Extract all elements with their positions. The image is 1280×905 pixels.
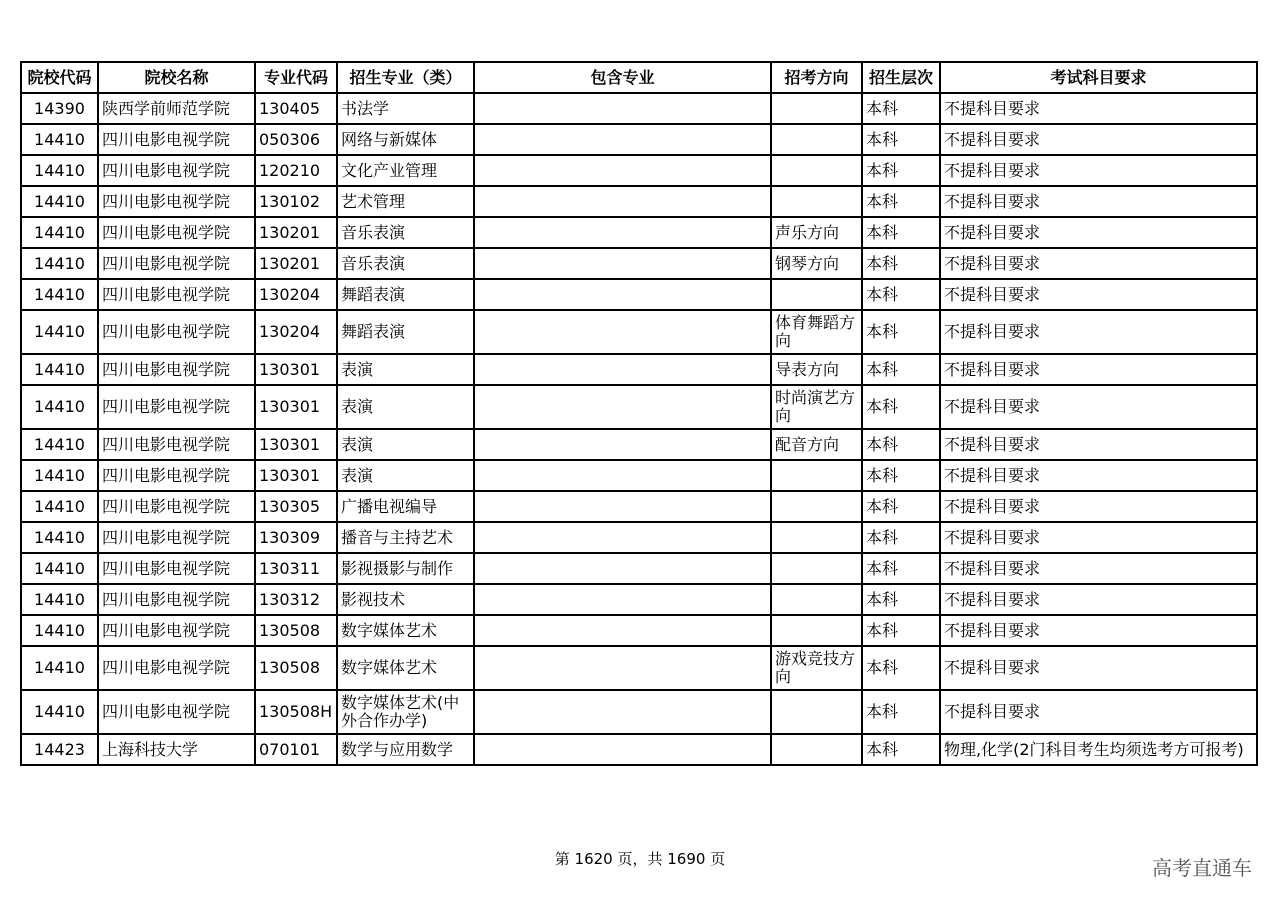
- table-row: [21, 734, 1257, 765]
- major-code-cell: 130311: [255, 553, 337, 584]
- header-included-majors: 包含专业: [474, 62, 771, 93]
- major-cell: 表演: [337, 385, 474, 429]
- subject-requirement-cell: 不提科目要求: [940, 460, 1257, 491]
- level-cell: 本科: [862, 217, 940, 248]
- major-cell: 表演: [337, 429, 474, 460]
- table-row: [21, 155, 1257, 186]
- included-majors-cell: [474, 460, 771, 491]
- school-code-cell: 14410: [21, 460, 98, 491]
- included-majors-cell: [474, 279, 771, 310]
- school-code-cell: 14410: [21, 248, 98, 279]
- page-footer: 第 1620 页，共 1690 页: [554, 850, 726, 868]
- school-code-cell: 14410: [21, 310, 98, 354]
- subject-requirement-cell: 不提科目要求: [940, 646, 1257, 690]
- included-majors-cell: [474, 522, 771, 553]
- direction-cell: [771, 522, 862, 553]
- header-school-name: 院校名称: [98, 62, 255, 93]
- header-major: 招生专业（类）: [337, 62, 474, 93]
- header-school-code: 院校代码: [21, 62, 98, 93]
- subject-requirement-cell: 不提科目要求: [940, 310, 1257, 354]
- level-cell: 本科: [862, 248, 940, 279]
- header-subject-requirement: 考试科目要求: [940, 62, 1257, 93]
- subject-requirement-cell: 不提科目要求: [940, 615, 1257, 646]
- major-cell: 表演: [337, 460, 474, 491]
- major-cell: 播音与主持艺术: [337, 522, 474, 553]
- watermark-text: 高考直通车: [1152, 856, 1252, 880]
- direction-cell: [771, 553, 862, 584]
- table-row: [21, 429, 1257, 460]
- subject-requirement-cell: 不提科目要求: [940, 385, 1257, 429]
- included-majors-cell: [474, 155, 771, 186]
- school-code-cell: 14410: [21, 186, 98, 217]
- level-cell: 本科: [862, 310, 940, 354]
- major-code-cell: 130102: [255, 186, 337, 217]
- school-name-cell: 四川电影电视学院: [98, 584, 255, 615]
- direction-cell: [771, 584, 862, 615]
- school-code-cell: 14410: [21, 615, 98, 646]
- level-cell: 本科: [862, 93, 940, 124]
- table-row: [21, 248, 1257, 279]
- included-majors-cell: [474, 248, 771, 279]
- major-cell: 表演: [337, 354, 474, 385]
- major-cell: 数字媒体艺术: [337, 646, 474, 690]
- subject-requirement-cell: 不提科目要求: [940, 584, 1257, 615]
- level-cell: 本科: [862, 615, 940, 646]
- table-row: [21, 460, 1257, 491]
- direction-cell: [771, 615, 862, 646]
- school-code-cell: 14410: [21, 429, 98, 460]
- level-cell: 本科: [862, 734, 940, 765]
- included-majors-cell: [474, 310, 771, 354]
- major-code-cell: 070101: [255, 734, 337, 765]
- direction-cell: [771, 690, 862, 734]
- school-code-cell: 14410: [21, 124, 98, 155]
- school-code-cell: 14410: [21, 491, 98, 522]
- major-code-cell: 130312: [255, 584, 337, 615]
- school-code-cell: 14423: [21, 734, 98, 765]
- direction-cell: [771, 155, 862, 186]
- table-row: [21, 584, 1257, 615]
- table-row: [21, 615, 1257, 646]
- enrollment-table: [20, 61, 1258, 766]
- subject-requirement-cell: 不提科目要求: [940, 217, 1257, 248]
- school-name-cell: 四川电影电视学院: [98, 155, 255, 186]
- major-code-cell: 130301: [255, 354, 337, 385]
- included-majors-cell: [474, 93, 771, 124]
- subject-requirement-cell: 不提科目要求: [940, 248, 1257, 279]
- table-row: [21, 186, 1257, 217]
- level-cell: 本科: [862, 155, 940, 186]
- school-code-cell: 14410: [21, 522, 98, 553]
- school-name-cell: 四川电影电视学院: [98, 310, 255, 354]
- major-cell: 网络与新媒体: [337, 124, 474, 155]
- table-row: [21, 385, 1257, 429]
- school-code-cell: 14410: [21, 553, 98, 584]
- included-majors-cell: [474, 615, 771, 646]
- included-majors-cell: [474, 385, 771, 429]
- subject-requirement-cell: 不提科目要求: [940, 354, 1257, 385]
- table-row: [21, 522, 1257, 553]
- subject-requirement-cell: 不提科目要求: [940, 553, 1257, 584]
- table-row: [21, 124, 1257, 155]
- major-cell: 音乐表演: [337, 217, 474, 248]
- subject-requirement-cell: 不提科目要求: [940, 155, 1257, 186]
- major-cell: 音乐表演: [337, 248, 474, 279]
- included-majors-cell: [474, 354, 771, 385]
- included-majors-cell: [474, 491, 771, 522]
- major-code-cell: 130508H: [255, 690, 337, 734]
- included-majors-cell: [474, 690, 771, 734]
- school-name-cell: 四川电影电视学院: [98, 248, 255, 279]
- school-name-cell: 四川电影电视学院: [98, 553, 255, 584]
- included-majors-cell: [474, 429, 771, 460]
- level-cell: 本科: [862, 584, 940, 615]
- direction-cell: [771, 734, 862, 765]
- school-name-cell: 四川电影电视学院: [98, 354, 255, 385]
- header-direction: 招考方向: [771, 62, 862, 93]
- subject-requirement-cell: 不提科目要求: [940, 124, 1257, 155]
- major-cell: 数学与应用数学: [337, 734, 474, 765]
- school-code-cell: 14410: [21, 354, 98, 385]
- major-cell: 影视摄影与制作: [337, 553, 474, 584]
- subject-requirement-cell: 不提科目要求: [940, 429, 1257, 460]
- level-cell: 本科: [862, 186, 940, 217]
- level-cell: 本科: [862, 354, 940, 385]
- level-cell: 本科: [862, 491, 940, 522]
- school-name-cell: 四川电影电视学院: [98, 522, 255, 553]
- table-row: [21, 93, 1257, 124]
- direction-cell: [771, 491, 862, 522]
- school-name-cell: 四川电影电视学院: [98, 646, 255, 690]
- major-cell: 文化产业管理: [337, 155, 474, 186]
- header-major-code: 专业代码: [255, 62, 337, 93]
- direction-cell: 钢琴方向: [771, 248, 862, 279]
- table-header-row: [21, 62, 1257, 93]
- school-code-cell: 14410: [21, 690, 98, 734]
- direction-cell: [771, 460, 862, 491]
- included-majors-cell: [474, 646, 771, 690]
- major-cell: 数字媒体艺术: [337, 615, 474, 646]
- table-row: [21, 217, 1257, 248]
- major-code-cell: 130508: [255, 615, 337, 646]
- major-cell: 广播电视编导: [337, 491, 474, 522]
- direction-cell: [771, 124, 862, 155]
- direction-cell: 声乐方向: [771, 217, 862, 248]
- school-code-cell: 14410: [21, 155, 98, 186]
- level-cell: 本科: [862, 522, 940, 553]
- level-cell: 本科: [862, 124, 940, 155]
- level-cell: 本科: [862, 646, 940, 690]
- table-row: [21, 690, 1257, 734]
- major-cell: 数字媒体艺术(中外合作办学): [337, 690, 474, 734]
- school-name-cell: 四川电影电视学院: [98, 385, 255, 429]
- school-code-cell: 14410: [21, 584, 98, 615]
- subject-requirement-cell: 不提科目要求: [940, 279, 1257, 310]
- subject-requirement-cell: 不提科目要求: [940, 491, 1257, 522]
- included-majors-cell: [474, 186, 771, 217]
- major-code-cell: 130301: [255, 385, 337, 429]
- major-code-cell: 130201: [255, 248, 337, 279]
- major-code-cell: 120210: [255, 155, 337, 186]
- school-name-cell: 上海科技大学: [98, 734, 255, 765]
- major-cell: 舞蹈表演: [337, 279, 474, 310]
- school-name-cell: 四川电影电视学院: [98, 217, 255, 248]
- subject-requirement-cell: 不提科目要求: [940, 186, 1257, 217]
- school-name-cell: 四川电影电视学院: [98, 615, 255, 646]
- school-code-cell: 14390: [21, 93, 98, 124]
- included-majors-cell: [474, 553, 771, 584]
- school-name-cell: 四川电影电视学院: [98, 429, 255, 460]
- direction-cell: 配音方向: [771, 429, 862, 460]
- school-code-cell: 14410: [21, 217, 98, 248]
- major-code-cell: 130305: [255, 491, 337, 522]
- subject-requirement-cell: 不提科目要求: [940, 93, 1257, 124]
- major-code-cell: 130301: [255, 429, 337, 460]
- table-row: [21, 646, 1257, 690]
- major-code-cell: 130301: [255, 460, 337, 491]
- direction-cell: 游戏竞技方向: [771, 646, 862, 690]
- level-cell: 本科: [862, 553, 940, 584]
- level-cell: 本科: [862, 385, 940, 429]
- school-code-cell: 14410: [21, 385, 98, 429]
- major-code-cell: 130201: [255, 217, 337, 248]
- table-row: [21, 553, 1257, 584]
- subject-requirement-cell: 不提科目要求: [940, 690, 1257, 734]
- level-cell: 本科: [862, 279, 940, 310]
- school-code-cell: 14410: [21, 646, 98, 690]
- school-name-cell: 四川电影电视学院: [98, 279, 255, 310]
- direction-cell: [771, 186, 862, 217]
- major-cell: 影视技术: [337, 584, 474, 615]
- major-cell: 书法学: [337, 93, 474, 124]
- subject-requirement-cell: 物理,化学(2门科目考生均须选考方可报考): [940, 734, 1257, 765]
- level-cell: 本科: [862, 690, 940, 734]
- table-row: [21, 310, 1257, 354]
- direction-cell: [771, 279, 862, 310]
- school-name-cell: 四川电影电视学院: [98, 124, 255, 155]
- included-majors-cell: [474, 584, 771, 615]
- header-level: 招生层次: [862, 62, 940, 93]
- major-cell: 舞蹈表演: [337, 310, 474, 354]
- direction-cell: 体育舞蹈方向: [771, 310, 862, 354]
- included-majors-cell: [474, 734, 771, 765]
- major-code-cell: 130204: [255, 279, 337, 310]
- included-majors-cell: [474, 124, 771, 155]
- level-cell: 本科: [862, 429, 940, 460]
- school-code-cell: 14410: [21, 279, 98, 310]
- major-code-cell: 050306: [255, 124, 337, 155]
- school-name-cell: 四川电影电视学院: [98, 186, 255, 217]
- included-majors-cell: [474, 217, 771, 248]
- table-row: [21, 279, 1257, 310]
- school-name-cell: 四川电影电视学院: [98, 460, 255, 491]
- major-code-cell: 130405: [255, 93, 337, 124]
- major-cell: 艺术管理: [337, 186, 474, 217]
- school-name-cell: 陕西学前师范学院: [98, 93, 255, 124]
- school-name-cell: 四川电影电视学院: [98, 690, 255, 734]
- major-code-cell: 130204: [255, 310, 337, 354]
- level-cell: 本科: [862, 460, 940, 491]
- table-body: [21, 93, 1257, 765]
- table-row: [21, 491, 1257, 522]
- major-code-cell: 130508: [255, 646, 337, 690]
- school-name-cell: 四川电影电视学院: [98, 491, 255, 522]
- direction-cell: 时尚演艺方向: [771, 385, 862, 429]
- table-row: [21, 354, 1257, 385]
- direction-cell: [771, 93, 862, 124]
- direction-cell: 导表方向: [771, 354, 862, 385]
- major-code-cell: 130309: [255, 522, 337, 553]
- subject-requirement-cell: 不提科目要求: [940, 522, 1257, 553]
